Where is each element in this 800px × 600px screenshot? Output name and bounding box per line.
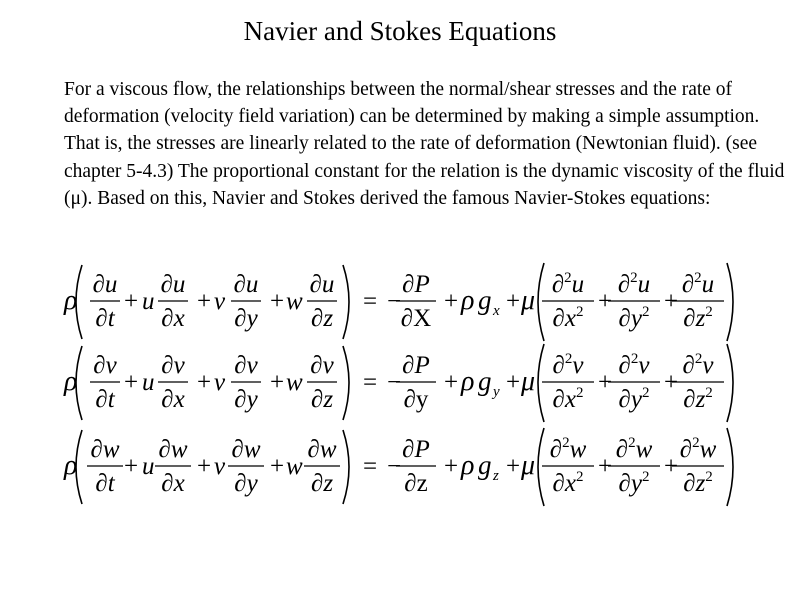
slide-title: Navier and Stokes Equations bbox=[243, 16, 557, 46]
eq1-frac-dt-denominator: ∂t bbox=[95, 305, 115, 332]
eq3-plus-4: + bbox=[444, 453, 459, 480]
eq2-frac-dz-numerator: ∂v bbox=[310, 352, 334, 379]
eq1-frac-dxx-numerator: ∂$^2$u bbox=[551, 270, 585, 298]
eq3-left-paren-2 bbox=[538, 428, 544, 506]
eq2-u: u bbox=[142, 369, 155, 396]
eq1-frac-dxx-denominator: $\partial x^2$ bbox=[552, 304, 584, 332]
eq2-frac-dx-numerator: ∂v bbox=[161, 352, 185, 379]
eq3-w: w bbox=[286, 453, 303, 480]
eq2-equals: = bbox=[363, 369, 378, 396]
eq2-plus-3: + bbox=[270, 369, 285, 396]
eq3-plus-6: + bbox=[598, 453, 613, 480]
eq1-frac-dt-numerator: ∂u bbox=[92, 271, 118, 298]
eq3-mu: μ bbox=[521, 450, 536, 481]
eq3-g: g bbox=[478, 450, 492, 480]
eq3-frac-dp-numerator: ∂P bbox=[402, 436, 430, 463]
eq1-frac-dy-denominator: ∂y bbox=[234, 305, 258, 332]
eq2-right-paren-1 bbox=[343, 346, 349, 420]
eq1-frac-dzz-denominator: $\partial z^2$ bbox=[683, 304, 713, 332]
eq1-frac-dp-numerator: ∂P bbox=[402, 271, 430, 298]
eq1-plus-7: + bbox=[664, 288, 679, 315]
eq3-plus-1: + bbox=[124, 453, 139, 480]
eq2-g: g bbox=[478, 366, 492, 396]
eq3-frac-dy-denominator: ∂y bbox=[234, 470, 258, 497]
eq1-w: w bbox=[286, 288, 303, 315]
eq2-frac-dt-numerator: ∂v bbox=[93, 352, 117, 379]
eq1-plus-4: + bbox=[444, 288, 459, 315]
eq3-rho-2: ρ bbox=[461, 450, 475, 481]
eq3-plus-3: + bbox=[270, 453, 285, 480]
eq2-plus-7: + bbox=[664, 369, 679, 396]
eq3-rho: ρ bbox=[64, 450, 78, 481]
eq2-minus: − bbox=[387, 369, 402, 396]
eq1-rho: ρ bbox=[64, 285, 78, 316]
eq1-frac-dz-numerator: ∂u bbox=[309, 271, 335, 298]
eq1-frac-dz-denominator: ∂z bbox=[310, 305, 334, 332]
eq1-mu: μ bbox=[521, 285, 536, 316]
eq3-v: v bbox=[214, 453, 226, 480]
eq1-plus-1: + bbox=[124, 288, 139, 315]
eq2-frac-dzz-numerator: ∂$^2$v bbox=[682, 351, 714, 379]
eq2-plus-2: + bbox=[197, 369, 212, 396]
eq1-frac-dyy-denominator: $\partial y^2$ bbox=[618, 304, 650, 332]
eq2-frac-dxx-denominator: $\partial x^2$ bbox=[552, 385, 584, 413]
eq1-equals: = bbox=[363, 288, 378, 315]
eq1-minus: − bbox=[387, 288, 402, 315]
eq1-plus-3: + bbox=[270, 288, 285, 315]
eq2-plus-6: + bbox=[598, 369, 613, 396]
eq2-frac-dt-denominator: ∂t bbox=[95, 386, 115, 413]
eq2-plus-1: + bbox=[124, 369, 139, 396]
eq2-frac-dy-denominator: ∂y bbox=[234, 386, 258, 413]
eq2-rho: ρ bbox=[64, 366, 78, 397]
eq2-frac-dyy-numerator: ∂$^2$v bbox=[618, 351, 650, 379]
eq2-left-paren-2 bbox=[538, 344, 544, 422]
eq3-frac-dxx-numerator: ∂$^2$w bbox=[549, 435, 587, 463]
eq1-frac-dx-denominator: ∂x bbox=[161, 305, 185, 332]
eq3-equals: = bbox=[363, 453, 378, 480]
eq1-plus-6: + bbox=[598, 288, 613, 315]
eq1-frac-dzz-numerator: ∂$^2$u bbox=[681, 270, 715, 298]
eq3-frac-dz-denominator: ∂z bbox=[310, 470, 334, 497]
eq1-u: u bbox=[142, 288, 155, 315]
eq3-frac-dz-numerator: ∂w bbox=[307, 436, 337, 463]
eq1-frac-dp-denominator: ∂X bbox=[400, 305, 432, 332]
eq1-right-paren-1 bbox=[343, 265, 349, 339]
eq2-v: v bbox=[214, 369, 226, 396]
eq1-plus-5: + bbox=[506, 288, 521, 315]
eq3-frac-dzz-numerator: ∂$^2$w bbox=[679, 435, 717, 463]
eq2-frac-dy-numerator: ∂v bbox=[234, 352, 258, 379]
eq2-frac-dz-denominator: ∂z bbox=[310, 386, 334, 413]
eq2-g-subscript: y bbox=[493, 384, 500, 400]
eq3-u: u bbox=[142, 453, 155, 480]
eq1-frac-dx-numerator: ∂u bbox=[160, 271, 186, 298]
eq2-plus-5: + bbox=[506, 369, 521, 396]
eq1-rho-2: ρ bbox=[461, 285, 475, 316]
eq3-frac-dt-denominator: ∂t bbox=[95, 470, 115, 497]
eq2-mu: μ bbox=[521, 366, 536, 397]
eq1-right-paren-2 bbox=[727, 263, 733, 341]
eq3-frac-dxx-denominator: $\partial x^2$ bbox=[552, 469, 584, 497]
eq2-rho-2: ρ bbox=[461, 366, 475, 397]
eq1-plus-2: + bbox=[197, 288, 212, 315]
eq1-frac-dy-numerator: ∂u bbox=[233, 271, 259, 298]
eq3-frac-dx-denominator: ∂x bbox=[161, 470, 185, 497]
eq3-frac-dx-numerator: ∂w bbox=[158, 436, 188, 463]
eq2-frac-dxx-numerator: ∂$^2$v bbox=[552, 351, 584, 379]
eq3-right-paren-1 bbox=[343, 430, 349, 504]
eq3-right-paren-2 bbox=[727, 428, 733, 506]
eq3-frac-dt-numerator: ∂w bbox=[90, 436, 120, 463]
eq3-frac-dy-numerator: ∂w bbox=[231, 436, 261, 463]
eq3-frac-dyy-denominator: $\partial y^2$ bbox=[618, 469, 650, 497]
eq2-frac-dp-numerator: ∂P bbox=[402, 352, 430, 379]
eq2-w: w bbox=[286, 369, 303, 396]
eq1-g: g bbox=[478, 285, 492, 315]
eq3-plus-5: + bbox=[506, 453, 521, 480]
eq2-right-paren-2 bbox=[727, 344, 733, 422]
eq1-left-paren-2 bbox=[538, 263, 544, 341]
eq2-frac-dx-denominator: ∂x bbox=[161, 386, 185, 413]
eq2-frac-dyy-denominator: $\partial y^2$ bbox=[618, 385, 650, 413]
eq3-frac-dyy-numerator: ∂$^2$w bbox=[615, 435, 653, 463]
eq1-v: v bbox=[214, 288, 226, 315]
eq2-frac-dzz-denominator: $\partial z^2$ bbox=[683, 385, 713, 413]
eq1-frac-dyy-numerator: ∂$^2$u bbox=[617, 270, 651, 298]
eq3-minus: − bbox=[387, 453, 402, 480]
eq3-frac-dzz-denominator: $\partial z^2$ bbox=[683, 469, 713, 497]
eq1-g-subscript: x bbox=[493, 303, 500, 319]
eq3-frac-dp-denominator: ∂z bbox=[404, 470, 428, 497]
eq3-plus-2: + bbox=[197, 453, 212, 480]
eq2-frac-dp-denominator: ∂y bbox=[403, 386, 429, 413]
eq2-plus-4: + bbox=[444, 369, 459, 396]
intro-paragraph: For a viscous flow, the relationships between the normal/shear stresses and the rate of deformation (velocity field variation) can be determined by making a simple assumption. That is, the stresses are linearly related to the rate of deformation (Newtonian fluid). (see chapter 5-4.3) The proportional constant for the relation is the dynamic viscosity of the fluid (μ). Based on this, Navier and Stokes derived the famous Navier-Stokes equations: bbox=[64, 79, 785, 209]
eq3-g-subscript: z bbox=[493, 468, 499, 484]
eq3-plus-7: + bbox=[664, 453, 679, 480]
